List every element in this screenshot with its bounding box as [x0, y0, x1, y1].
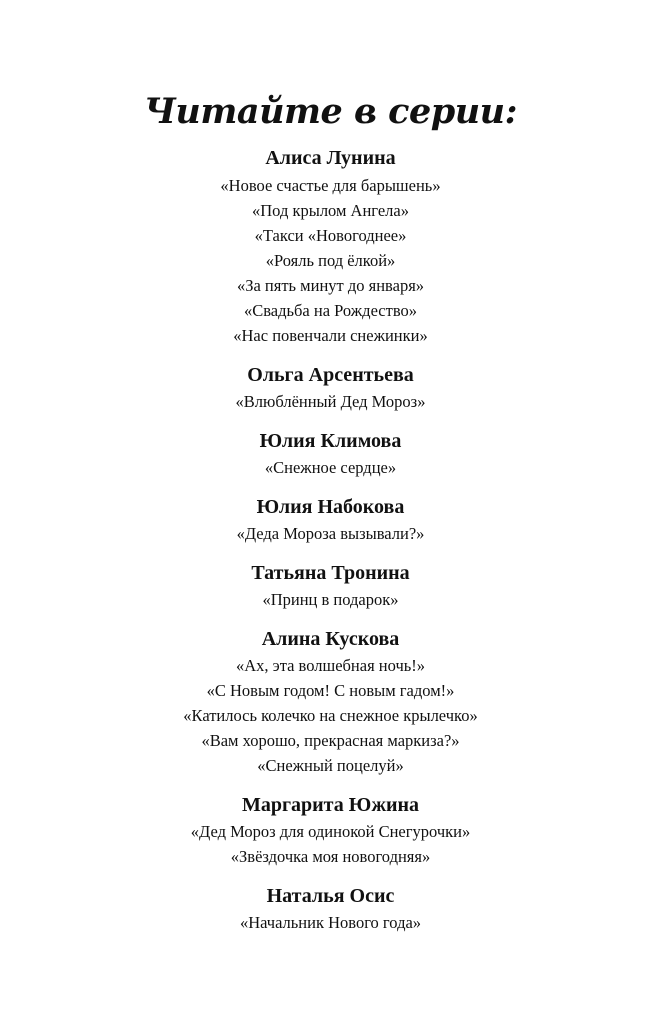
book-title: «Свадьба на Рождество»: [243, 301, 418, 320]
book-title: «Ах, эта волшебная ночь!»: [235, 656, 426, 675]
author-name: Юлия Климова: [259, 430, 402, 452]
book-title: «Снежное сердце»: [264, 458, 397, 477]
book-title: «Влюблённый Дед Мороз»: [235, 392, 426, 411]
book-title: «Начальник Нового года»: [239, 913, 422, 932]
series-title: Читайте в серии:: [143, 91, 518, 132]
author-name: Алина Кускова: [261, 628, 400, 650]
book-title: «Катилось колечко на снежное крылечко»: [183, 706, 478, 725]
book-title: «Дед Мороз для одинокой Снегурочки»: [190, 822, 471, 841]
author-name: Наталья Осис: [266, 885, 395, 907]
author-name: Маргарита Южина: [241, 794, 420, 816]
author-name: Ольга Арсентьева: [247, 364, 414, 386]
book-title: «Звёздочка моя новогодняя»: [230, 847, 431, 866]
author-name: Юлия Набокова: [256, 496, 405, 518]
book-title: «За пять минут до января»: [236, 276, 425, 295]
book-title: «Нас повенчали снежинки»: [233, 326, 428, 345]
book-title: «Деда Мороза вызывали?»: [236, 524, 425, 543]
book-title: «Под крылом Ангела»: [252, 201, 409, 220]
book-title: «Вам хорошо, прекрасная маркиза?»: [201, 731, 460, 750]
book-title: «Новое счастье для барышень»: [220, 176, 441, 195]
book-title: «Принц в подарок»: [262, 590, 399, 609]
author-name: Татьяна Тронина: [251, 562, 410, 584]
author-name: Алиса Лунина: [265, 147, 396, 169]
book-title: «С Новым годом! С новым гадом!»: [206, 681, 455, 700]
book-title: «Рояль под ёлкой»: [265, 251, 396, 270]
book-title: «Снежный поцелуй»: [257, 756, 404, 775]
book-title: «Такси «Новогоднее»: [254, 226, 407, 245]
